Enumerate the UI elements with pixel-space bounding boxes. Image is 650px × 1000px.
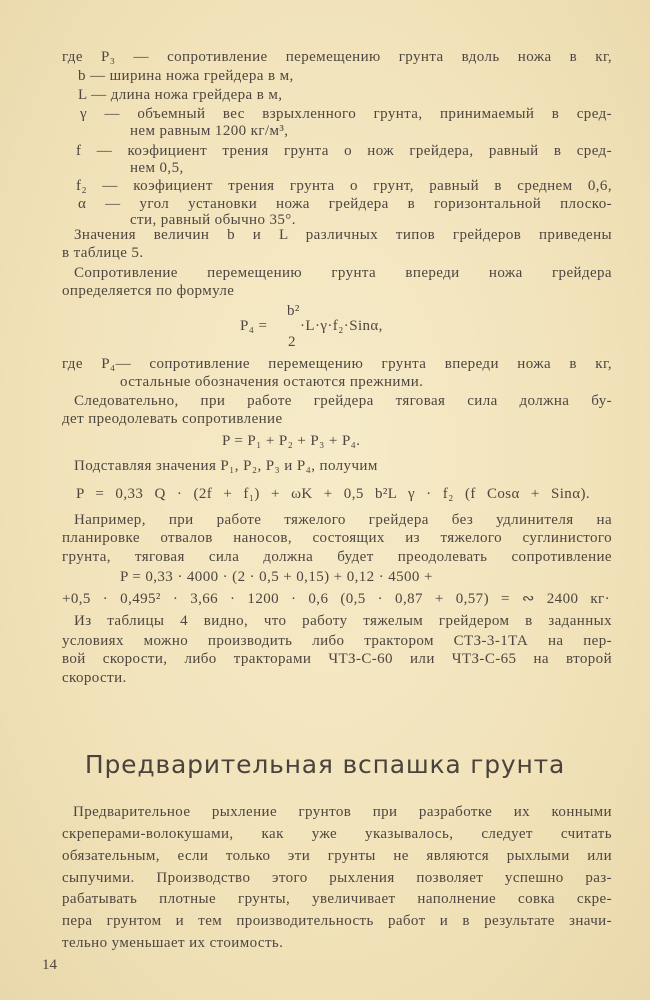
- paragraph-line: Предварительное рыхление грунтов при разработке их конными: [73, 804, 612, 820]
- paragraph-line: тельно уменьшает их стоимость.: [62, 935, 284, 951]
- text-line: условиях можно производить либо трактором СТЗ-3-1ТА на пер-: [62, 633, 612, 649]
- text-line: планировке отвалов наносов, состоящих из тяжелого суглинистого: [62, 530, 612, 546]
- paragraph-line: обязательным, если только эти грунты не являются рыхлыми или: [62, 848, 612, 864]
- formula-p4-lhs: P₄ =: [240, 318, 268, 334]
- text-line: нем 0,5,: [130, 160, 184, 176]
- text-line: Следовательно, при работе грейдера тяговая сила должна бу-: [74, 393, 612, 409]
- text-line: Значения величин b и L различных типов грейдеров приведены: [74, 227, 612, 243]
- text-line: грунта, тяговая сила должна будет преодолевать сопротивление: [62, 549, 612, 565]
- formula-p4-numerator: b²: [287, 303, 300, 319]
- paragraph-line: сыпучими. Производство этого рыхления позволяет успешно раз-: [62, 870, 612, 886]
- formula-p4-rhs: ·L·γ·f₂·Sinα,: [300, 318, 383, 334]
- text-line: где P₄— сопротивление перемещению грунта впереди ножа в кг,: [62, 356, 612, 372]
- text-line: Подставляя значения P₁, P₂, P₃ и P₄, получим: [74, 458, 378, 474]
- text-line: сти, равный обычно 35°.: [130, 212, 296, 228]
- text-line: α — угол установки ножа грейдера в горизонтальной плоско-: [78, 196, 612, 212]
- text-line: P = 0,33 Q · (2f + f₁) + ωK + 0,5 b²L γ · f₂ (f Cosα + Sinα).: [76, 486, 590, 502]
- text-line: определяется по формуле: [62, 283, 235, 299]
- text-line: остальные обозначения остаются прежними.: [120, 374, 424, 390]
- text-line: нем равным 1200 кг/м³,: [130, 123, 289, 139]
- section-heading: Предварительная вспашка грунта: [84, 750, 566, 779]
- text-line: Сопротивление перемещению грунта впереди ножа грейдера: [74, 265, 612, 281]
- paragraph-line: скреперами-волокушами, как уже указывалось, следует считать: [62, 826, 612, 842]
- text-line: L — длина ножа грейдера в м,: [78, 87, 283, 103]
- text-line: P = 0,33 · 4000 · (2 · 0,5 + 0,15) + 0,12 · 4500 +: [120, 569, 433, 585]
- text-line: Например, при работе тяжелого грейдера без удлинителя на: [74, 512, 612, 528]
- text-line: Из таблицы 4 видно, что работу тяжелым грейдером в заданных: [74, 613, 612, 629]
- page-number: 14: [42, 957, 57, 973]
- text-line: вой скорости, либо тракторами ЧТЗ-С-60 или ЧТЗ-С-65 на второй: [62, 651, 612, 667]
- text-line: P = P₁ + P₂ + P₃ + P₄.: [222, 433, 361, 449]
- text-line: γ — объемный вес взрыхленного грунта, принимаемый в сред-: [80, 106, 612, 122]
- formula-p4-denominator: 2: [288, 334, 296, 350]
- text-line: в таблице 5.: [62, 245, 144, 261]
- text-line: дет преодолевать сопротивление: [62, 411, 283, 427]
- text-line: f₂ — коэфициент трения грунта о грунт, равный в среднем 0,6,: [76, 178, 612, 194]
- paragraph-line: рабатывать плотные грунты, увеличивает наполнение совка скре-: [62, 891, 612, 907]
- text-line: +0,5 · 0,495² · 3,66 · 1200 · 0,6 (0,5 · 0,87 + 0,57) = ∾ 2400 кг·: [62, 591, 610, 607]
- paragraph-line: пера грунтом и тем производительность работ и в результате значи-: [62, 913, 612, 929]
- text-line: где P₃ — сопротивление перемещению грунта вдоль ножа в кг,: [62, 49, 612, 65]
- text-line: f — коэфициент трения грунта о нож грейдера, равный в сред-: [76, 143, 612, 159]
- text-line: b — ширина ножа грейдера в м,: [78, 68, 294, 84]
- text-line: скорости.: [62, 670, 127, 686]
